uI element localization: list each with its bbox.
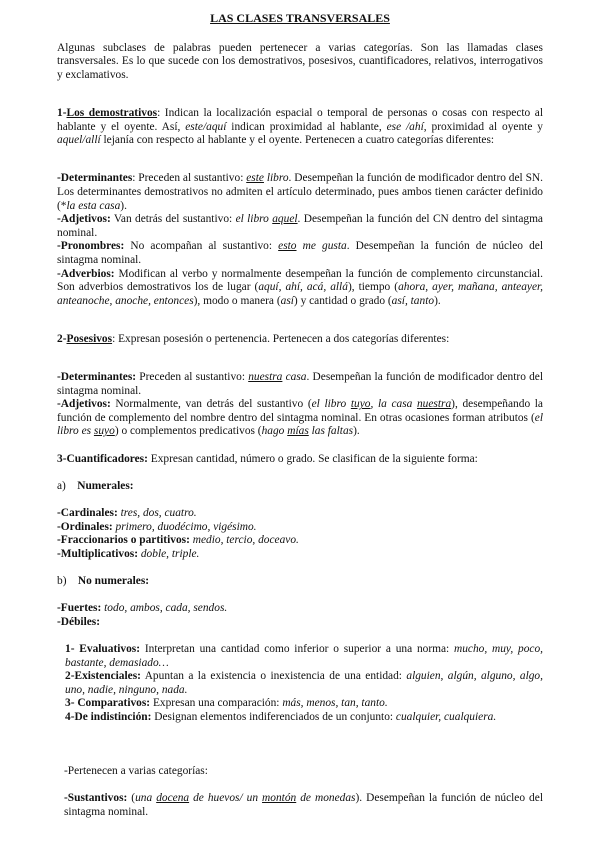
list-item-fraccionarios: -Fraccionarios o partitivos: medio, tercio, doceavo. <box>57 534 299 547</box>
posesivos-paragraph: 2-Posesivos: Expresan posesión o pertenencia. Pertenecen a dos categorías diferentes: <box>57 332 450 345</box>
varias-categorias-heading: -Pertenecen a varias categorías: <box>64 765 208 778</box>
posesivos-determinantes: -Determinantes: Preceden al sustantivo: nuestra casa. Desempeñan la función de modificador dentro del sintagma nominal. <box>57 371 544 397</box>
document-title: LAS CLASES TRANSVERSALES <box>210 11 390 25</box>
section-heading-posesivos: Posesivos <box>66 332 113 345</box>
list-item-sustantivos: -Sustantivos: (una docena de huevos/ un montón de monedas). Desempeñan la función de núcleo del sintagma nominal. <box>64 792 543 819</box>
intro-paragraph: Algunas subclases de palabras pueden pertenecer a varias categorías. Son las llamadas clases transversales. Es lo que sucede con los demostrativos, posesivos, cuantificadores, relativos, interrogativos y exclamativos. <box>57 41 543 81</box>
cuantificadores-paragraph: 3-Cuantificadores: Expresan cantidad, número o grado. Se clasifican de la siguiente forma: <box>57 452 478 465</box>
demostrativos-pronombres: -Pronombres: No acompañan al sustantivo: esto me gusta. Desempeñan la función de núcleo del sintagma nominal. <box>57 240 543 266</box>
demostrativos-adverbios: -Adverbios: Modifican al verbo y normalmente desempeñan la función de complemento circunstancial. Son adverbios demostrativos los de lugar (aquí, ahí, acá, allá), tiempo (ahora, ayer, mañana, anteayer, anteanoche, anoche, entonces), modo o manera (así) y cantidad o grado (así, tanto). <box>57 267 544 307</box>
section-heading-demostrativos: Los demostrativos <box>66 106 158 119</box>
list-item-ordinales: -Ordinales: primero, duodécimo, vigésimo. <box>57 520 257 533</box>
list-item-cardinales: -Cardinales: tres, dos, cuatro. <box>57 507 197 519</box>
no-numerales-heading: b) No numerales: <box>57 574 150 587</box>
posesivos-adjetivos: -Adjetivos: Normalmente, van detrás del sustantivo (el libro tuyo, la casa nuestra), desempeñando la función de complemento del nombre dentro del sintagma nominal. En otras ocasiones forman atributos (el libro es suyo) o complementos predicativos (hago mías las faltas). <box>57 398 543 438</box>
list-item-multiplicativos: -Multiplicativos: doble, triple. <box>57 547 200 560</box>
list-item-evaluativos: 1- Evaluativos: Interpretan una cantidad como inferior o superior a una norma: mucho, muy, poco, bastante, demasiado… <box>65 642 543 669</box>
list-item-comparativos: 3- Comparativos: Expresan una comparación: más, menos, tan, tanto. <box>65 697 388 710</box>
demostrativos-paragraph: 1-Los demostrativos: Indican la localización espacial o temporal de personas o cosas con respecto al hablante y el oyente. Así, este/aquí indican proximidad al hablante, ese /ahí, proximidad al oyente y aquel/allí lejanía con respecto al hablante y el oyente. Pertenecen a cuatro categorías diferentes: <box>57 106 543 147</box>
list-item-fuertes: -Fuertes: todo, ambos, cada, sendos. <box>57 602 228 615</box>
demostrativos-adjetivos: -Adjetivos: Van detrás del sustantivo: el libro aquel. Desempeñan la función del CN dentro del sintagma nominal. <box>57 213 543 239</box>
numerales-heading: a) Numerales: <box>57 479 134 492</box>
section-number: 1- <box>57 106 67 119</box>
document-page <box>57 10 543 820</box>
list-item-existenciales: 2-Existenciales: Apuntan a la existencia o inexistencia de una entidad: alguien, algún, alguno, algo, uno, nadie, ninguno, nada. <box>65 670 543 696</box>
demostrativos-determinantes: -Determinantes: Preceden al sustantivo: este libro. Desempeñan la función de modificador dentro del SN. Los determinantes demostrativos no admiten el artículo determinado, pues ambos tienen carácter definido (*la esta casa). <box>57 172 543 212</box>
list-item-debiles: -Débiles: <box>57 615 101 628</box>
section-heading-cuantificadores: 3-Cuantificadores: <box>57 452 148 465</box>
list-item-indistincion: 4-De indistinción: Designan elementos indiferenciados de un conjunto: cualquier, cualquiera. <box>65 710 497 723</box>
